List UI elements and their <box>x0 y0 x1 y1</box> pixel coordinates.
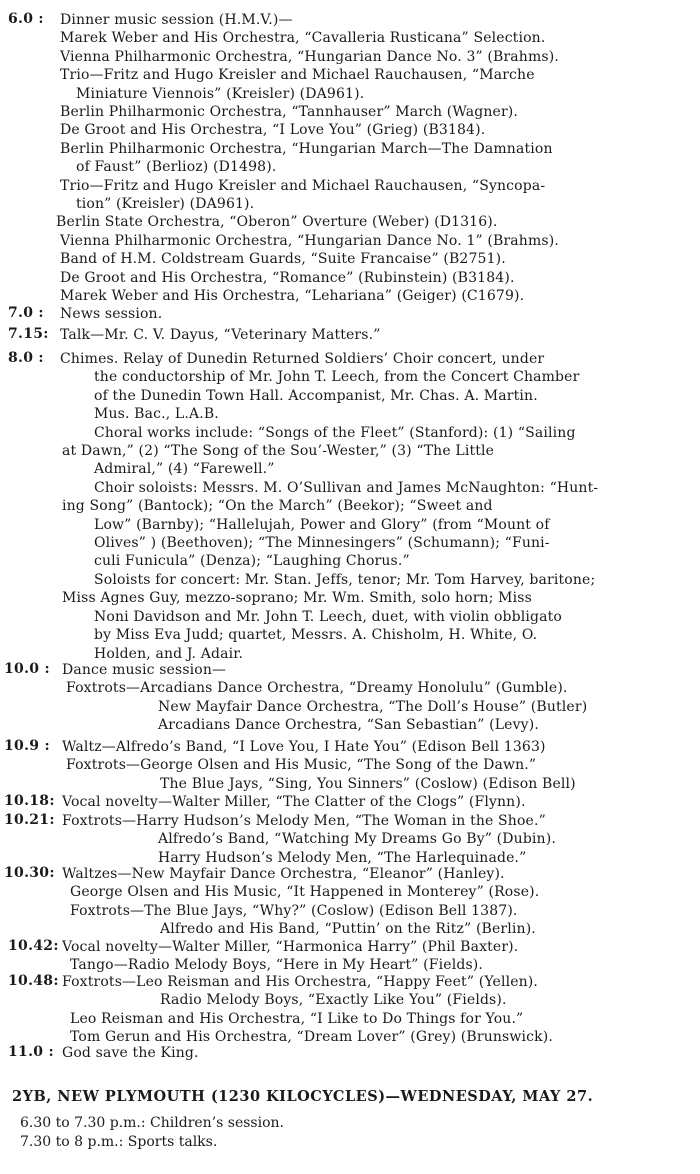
entry-line: Admiral,” (4) “Farewell.” <box>94 461 275 478</box>
schedule-entry <box>0 326 700 344</box>
entry-line: News session. <box>60 306 163 322</box>
schedule-entry <box>0 350 700 663</box>
entry-line: Dance music session— <box>62 662 227 678</box>
schedule-entry <box>0 812 700 867</box>
entry-time: 7.15: <box>8 326 49 342</box>
entry-line: Leo Reisman and His Orchestra, “I Like to Do Things for You.” <box>70 1010 524 1027</box>
schedule-entry <box>0 661 700 735</box>
schedule-entry <box>0 305 700 323</box>
entry-line: Miniature Viennois” (Kreisler) (DA961). <box>76 85 365 102</box>
entry-time: 10.18: <box>4 793 55 809</box>
entry-line: Foxtrots—Harry Hudson’s Melody Men, “The Woman in the Shoe.” <box>62 813 546 829</box>
entry-line: ing Song” (Bantock); “On the March” (Beekor); “Sweet and <box>62 498 493 515</box>
entry-line: Foxtrots—Leo Reisman and His Orchestra, “Happy Feet” (Yellen). <box>62 974 539 990</box>
entry-line: Low” (Barnby); “Hallelujah, Power and Glory” (from “Mount of <box>94 516 550 533</box>
entry-line: Radio Melody Boys, “Exactly Like You” (Fields). <box>160 992 507 1009</box>
entry-line: Tom Gerun and His Orchestra, “Dream Lover” (Grey) (Brunswick). <box>70 1029 553 1046</box>
entry-line: culi Funicula” (Denza); “Laughing Chorus.” <box>94 553 410 570</box>
schedule-entry <box>0 1044 700 1062</box>
entry-line: God save the King. <box>62 1045 199 1061</box>
entry-line: Foxtrots—The Blue Jays, “Why?” (Coslow) (Edison Bell 1387). <box>70 902 518 919</box>
entry-line: New Mayfair Dance Orchestra, “The Doll’s House” (Butler) <box>158 698 588 715</box>
entry-line: The Blue Jays, “Sing, You Sinners” (Coslow) (Edison Bell) <box>160 775 576 792</box>
entry-time: 6.0 : <box>8 11 44 27</box>
entry-line: Marek Weber and His Orchestra, “Cavalleria Rusticana” Selection. <box>60 30 546 47</box>
station-heading: 2YB, NEW PLYMOUTH (1230 KILOCYCLES)—WEDNESDAY, MAY 27. <box>12 1088 594 1105</box>
entry-line: Chimes. Relay of Dunedin Returned Soldiers’ Choir concert, under <box>60 351 545 367</box>
entry-line: Dinner music session (H.M.V.)— <box>60 12 293 28</box>
entry-line: at Dawn,” (2) “The Song of the Sou’-Wester,” (3) “The Little <box>62 443 495 460</box>
entry-line: Olives” ) (Beethoven); “The Minnesingers” (Schumann); “Funi- <box>94 535 550 552</box>
entry-line: Soloists for concert: Mr. Stan. Jeffs, tenor; Mr. Tom Harvey, baritone; <box>94 571 596 588</box>
schedule-entry <box>0 11 700 306</box>
entry-line: Marek Weber and His Orchestra, “Lehariana” (Geiger) (C1679). <box>60 288 525 305</box>
entry-time: 10.0 : <box>4 661 50 677</box>
entry-line: by Miss Eva Judd; quartet, Messrs. A. Chisholm, H. White, O. <box>94 627 538 644</box>
schedule-entry <box>0 865 700 939</box>
entry-line: of Faust” (Berlioz) (D1498). <box>76 159 277 176</box>
entry-line: Choral works include: “Songs of the Fleet” (Stanford): (1) “Sailing <box>94 424 576 441</box>
schedule-entry <box>0 793 700 811</box>
entry-line: Waltz—Alfredo’s Band, “I Love You, I Hate You” (Edison Bell 1363) <box>62 739 546 755</box>
entry-time: 10.9 : <box>4 738 50 754</box>
schedule-line: 7.30 to 8 p.m.: Sports talks. <box>20 1134 218 1150</box>
entry-line: Vienna Philharmonic Orchestra, “Hungarian Dance No. 1” (Brahms). <box>60 232 559 249</box>
entry-line: Berlin Philharmonic Orchestra, “Tannhauser” March (Wagner). <box>60 104 519 121</box>
entry-line: Waltzes—New Mayfair Dance Orchestra, “Eleanor” (Hanley). <box>62 866 505 882</box>
entry-line: the conductorship of Mr. John T. Leech, from the Concert Chamber <box>94 369 580 386</box>
entry-line: Foxtrots—Arcadians Dance Orchestra, “Dreamy Honolulu” (Gumble). <box>66 680 568 697</box>
entry-line: Vocal novelty—Walter Miller, “Harmonica Harry” (Phil Baxter). <box>62 939 519 955</box>
entry-line: tion” (Kreisler) (DA961). <box>76 196 255 213</box>
entry-line: Holden, and J. Adair. <box>94 645 244 662</box>
entry-line: of the Dunedin Town Hall. Accompanist, Mr. Chas. A. Martin. <box>94 387 538 404</box>
entry-line: Harry Hudson’s Melody Men, “The Harlequinade.” <box>158 849 527 866</box>
entry-line: George Olsen and His Music, “It Happened in Monterey” (Rose). <box>70 884 540 901</box>
entry-line: Mus. Bac., L.A.B. <box>94 406 219 423</box>
entry-line: De Groot and His Orchestra, “Romance” (Rubinstein) (B3184). <box>60 269 515 286</box>
entry-line: Arcadians Dance Orchestra, “San Sebastian” (Levy). <box>158 717 539 734</box>
entry-line: Vocal novelty—Walter Miller, “The Clatter of the Clogs” (Flynn). <box>62 794 526 810</box>
entry-line: Foxtrots—George Olsen and His Music, “The Song of the Dawn.” <box>66 757 537 774</box>
entry-time: 10.30: <box>4 865 55 881</box>
entry-line: Trio—Fritz and Hugo Kreisler and Michael Rauchausen, “Syncopa- <box>60 177 546 194</box>
schedule-entry <box>0 738 700 793</box>
entry-time: 10.48: <box>8 973 59 989</box>
schedule-entry <box>0 973 700 1047</box>
entry-line: Alfredo and His Band, “Puttin’ on the Ritz” (Berlin). <box>160 921 536 938</box>
entry-line: Vienna Philharmonic Orchestra, “Hungarian Dance No. 3” (Brahms). <box>60 48 559 65</box>
entry-time: 10.42: <box>8 938 59 954</box>
entry-line: Tango—Radio Melody Boys, “Here in My Heart” (Fields). <box>70 957 483 974</box>
entry-line: Talk—Mr. C. V. Dayus, “Veterinary Matters.” <box>60 327 381 343</box>
entry-line: Band of H.M. Coldstream Guards, “Suite Francaise” (B2751). <box>60 251 506 268</box>
entry-time: 10.21: <box>4 812 55 828</box>
entry-line: Berlin Philharmonic Orchestra, “Hungarian March—The Damnation <box>60 140 553 157</box>
entry-time: 11.0 : <box>8 1044 54 1060</box>
entry-line: Alfredo’s Band, “Watching My Dreams Go By” (Dubin). <box>158 831 556 848</box>
entry-line: Trio—Fritz and Hugo Kreisler and Michael Rauchausen, “Marche <box>60 67 535 84</box>
entry-time: 8.0 : <box>8 350 44 366</box>
schedule-line: 6.30 to 7.30 p.m.: Children’s session. <box>20 1115 284 1131</box>
entry-line: De Groot and His Orchestra, “I Love You” (Grieg) (B3184). <box>60 122 486 139</box>
entry-line: Noni Davidson and Mr. John T. Leech, duet, with violin obbligato <box>94 608 562 625</box>
schedule-entry <box>0 938 700 975</box>
entry-time: 7.0 : <box>8 305 44 321</box>
entry-line: Choir soloists: Messrs. M. O’Sullivan and James McNaughton: “Hunt- <box>94 479 599 496</box>
entry-line: Miss Agnes Guy, mezzo-soprano; Mr. Wm. Smith, solo horn; Miss <box>62 590 532 607</box>
entry-line: Berlin State Orchestra, “Oberon” Overture (Weber) (D1316). <box>56 214 498 231</box>
